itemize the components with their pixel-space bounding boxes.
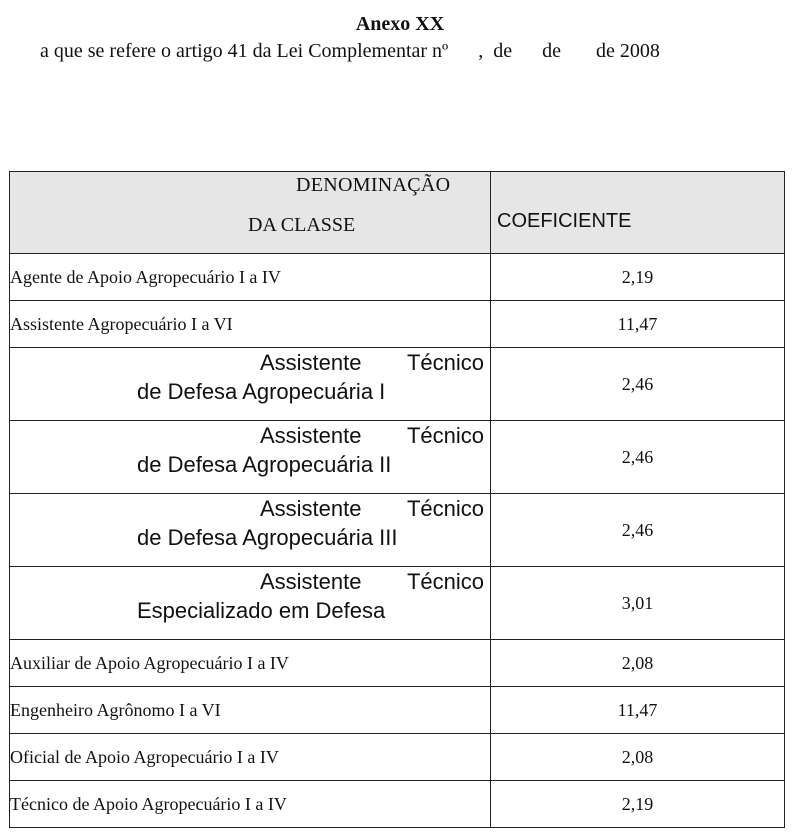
coefficient-value: 2,08 — [491, 640, 785, 687]
coefficient-value: 11,47 — [491, 301, 785, 348]
coefficient-value: 2,46 — [491, 494, 785, 567]
table-header-row — [10, 172, 785, 254]
class-name-line2: Especializado em Defesa — [137, 598, 386, 623]
table-row — [10, 494, 785, 567]
class-name-line2: de Defesa Agropecuária III — [137, 525, 398, 550]
table-row — [10, 781, 785, 828]
header-denominacao — [10, 172, 491, 254]
class-name — [10, 421, 491, 494]
header-coeficiente-label: COEFICIENTE — [497, 210, 632, 232]
class-name-word2: Técnico — [406, 496, 484, 521]
class-name-word2: Técnico — [406, 350, 484, 375]
class-name: Oficial de Apoio Agropecuário I a IV — [10, 734, 491, 781]
class-name — [10, 348, 491, 421]
coefficient-value: 2,19 — [491, 781, 785, 828]
coefficient-value: 2,46 — [491, 421, 785, 494]
table-row — [10, 734, 785, 781]
header-denominacao-line2: DA CLASSE — [248, 214, 356, 236]
table-row — [10, 567, 785, 640]
class-name: Agente de Apoio Agropecuário I a IV — [10, 254, 491, 301]
class-name-word1: Assistente — [260, 423, 362, 448]
annex-subtitle: a que se refere o artigo 41 da Lei Complementar nº , de de de 2008 — [40, 40, 660, 62]
class-name-word2: Técnico — [406, 423, 484, 448]
table-row — [10, 640, 785, 687]
coefficient-table — [9, 171, 785, 828]
table-row — [10, 301, 785, 348]
class-name-line2: de Defesa Agropecuária II — [137, 452, 392, 477]
header-denominacao-line1: DENOMINAÇÃO — [296, 174, 451, 196]
coefficient-value: 2,46 — [491, 348, 785, 421]
class-name-line2: de Defesa Agropecuária I — [137, 379, 386, 404]
coefficient-value: 2,19 — [491, 254, 785, 301]
class-name: Técnico de Apoio Agropecuário I a IV — [10, 781, 491, 828]
class-name-word1: Assistente — [260, 496, 362, 521]
class-name-word1: Assistente — [260, 350, 362, 375]
class-name: Assistente Agropecuário I a VI — [10, 301, 491, 348]
table-row — [10, 687, 785, 734]
coefficient-value: 11,47 — [491, 687, 785, 734]
class-name: Engenheiro Agrônomo I a VI — [10, 687, 491, 734]
coefficient-value: 2,08 — [491, 734, 785, 781]
coefficient-value: 3,01 — [491, 567, 785, 640]
annex-title: Anexo XX — [355, 13, 445, 35]
table-row — [10, 421, 785, 494]
class-name — [10, 567, 491, 640]
class-name-word1: Assistente — [260, 569, 362, 594]
table-row — [10, 348, 785, 421]
class-name — [10, 494, 491, 567]
class-name-word2: Técnico — [406, 569, 484, 594]
class-name: Auxiliar de Apoio Agropecuário I a IV — [10, 640, 491, 687]
header-coeficiente — [491, 172, 785, 254]
table-row — [10, 254, 785, 301]
